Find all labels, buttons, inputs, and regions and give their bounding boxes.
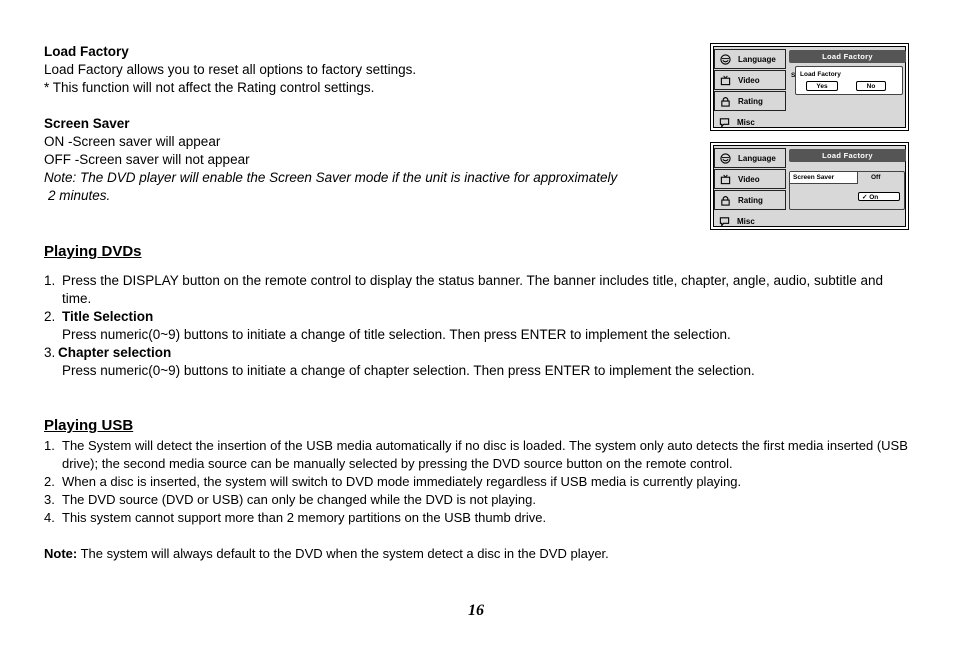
usb-item2-number: 2. bbox=[44, 474, 55, 489]
no-button[interactable]: No bbox=[856, 81, 886, 91]
osd1-menu-video-label: Video bbox=[738, 75, 760, 85]
screen-saver-popup bbox=[789, 171, 905, 210]
lock-icon bbox=[719, 194, 731, 206]
screen-saver-heading: Screen Saver bbox=[44, 116, 130, 131]
osd-screen-saver-screen bbox=[710, 142, 909, 230]
osd2-menu-rating bbox=[714, 190, 786, 210]
osd2-menu-video-label: Video bbox=[738, 174, 760, 184]
osd2-menu-misc-label: Misc bbox=[737, 216, 755, 226]
osd2-title-bar: Load Factory bbox=[789, 149, 906, 162]
dvd-item1-line2: time. bbox=[62, 291, 92, 306]
page-number: 16 bbox=[468, 602, 484, 619]
speech-bubble-icon bbox=[718, 215, 730, 227]
osd-load-factory-screen bbox=[710, 43, 909, 131]
usb-note-text: The system will always default to the DVD when the system detect a disc in the DVD player. bbox=[77, 546, 609, 561]
screen-saver-note-line1: Note: The DVD player will enable the Screen Saver mode if the unit is inactive for approximately bbox=[44, 170, 618, 185]
dvd-item3-title: Chapter selection bbox=[58, 345, 172, 360]
osd1-menu-video bbox=[714, 70, 786, 90]
language-icon bbox=[719, 53, 731, 65]
osd2-menu-rating-label: Rating bbox=[738, 195, 763, 205]
tv-icon bbox=[719, 173, 731, 185]
dvd-item2-title: Title Selection bbox=[62, 309, 154, 324]
dvd-item1-number: 1. bbox=[44, 273, 56, 288]
screen-saver-on: ON -Screen saver will appear bbox=[44, 134, 221, 149]
usb-note bbox=[44, 545, 609, 563]
osd1-menu-language bbox=[714, 49, 786, 69]
osd1-menu-language-label: Language bbox=[738, 54, 776, 64]
tv-icon bbox=[719, 74, 731, 86]
screen-saver-off: OFF -Screen saver will not appear bbox=[44, 152, 250, 167]
osd1-partial-label: S bbox=[791, 72, 796, 79]
usb-item2-text: When a disc is inserted, the system will switch to DVD mode immediately regardless if USB media is currently playing. bbox=[62, 474, 742, 489]
osd2-menu-language-label: Language bbox=[738, 153, 776, 163]
lock-icon bbox=[719, 95, 731, 107]
screen-saver-option[interactable] bbox=[790, 172, 858, 184]
usb-note-label: Note: bbox=[44, 546, 78, 561]
osd2-menu-video bbox=[714, 169, 786, 189]
osd2-menu-misc bbox=[714, 211, 786, 231]
language-icon bbox=[719, 152, 731, 164]
osd1-menu-misc-label: Misc bbox=[737, 117, 755, 127]
screen-saver-option-label: Screen Saver bbox=[793, 174, 835, 181]
screen-saver-note-line2: 2 minutes. bbox=[48, 188, 111, 203]
usb-item3-number: 3. bbox=[44, 492, 55, 507]
usb-item1-number: 1. bbox=[44, 438, 55, 453]
osd1-menu-rating bbox=[714, 91, 786, 111]
load-factory-description: Load Factory allows you to reset all options to factory settings. bbox=[44, 62, 417, 77]
on-option[interactable]: ✓ On bbox=[858, 192, 900, 201]
usb-item1-line1: The System will detect the insertion of the USB media automatically if no disc is loaded. The system only auto detects the first media inserted (USB bbox=[62, 438, 908, 453]
usb-item3-text: The DVD source (DVD or USB) can only be changed while the DVD is not playing. bbox=[62, 492, 536, 507]
load-factory-note: * This function will not affect the Rating control settings. bbox=[44, 80, 375, 95]
off-option[interactable]: Off bbox=[871, 174, 881, 181]
yes-button[interactable]: Yes bbox=[806, 81, 838, 91]
osd1-menu-misc bbox=[714, 112, 786, 132]
usb-item4-number: 4. bbox=[44, 510, 55, 525]
playing-usb-heading: Playing USB bbox=[44, 417, 134, 434]
popup-label: Load Factory bbox=[800, 71, 841, 78]
dvd-item1-line1: Press the DISPLAY button on the remote control to display the status banner. The banner includes title, chapter, angle, audio, subtitle and bbox=[62, 273, 884, 288]
dvd-item3-number: 3. bbox=[44, 345, 56, 360]
osd1-title-bar: Load Factory bbox=[789, 50, 906, 63]
load-factory-popup bbox=[795, 66, 903, 95]
osd1-menu-rating-label: Rating bbox=[738, 96, 763, 106]
osd2-menu-language bbox=[714, 148, 786, 168]
dvd-item2-number: 2. bbox=[44, 309, 56, 324]
playing-dvds-heading: Playing DVDs bbox=[44, 243, 142, 260]
dvd-item2-text: Press numeric(0~9) buttons to initiate a change of title selection. Then press ENTER to implement the selection. bbox=[62, 327, 731, 342]
dvd-item3-text: Press numeric(0~9) buttons to initiate a change of chapter selection. Then press ENTER to implement the selection. bbox=[62, 363, 755, 378]
usb-item1-line2: drive); the second media source can be manually selected by pressing the DVD source button on the remote control. bbox=[62, 456, 733, 471]
usb-item4-text: This system cannot support more than 2 memory partitions on the USB thumb drive. bbox=[62, 510, 547, 525]
speech-bubble-icon bbox=[718, 116, 730, 128]
load-factory-heading: Load Factory bbox=[44, 44, 129, 59]
